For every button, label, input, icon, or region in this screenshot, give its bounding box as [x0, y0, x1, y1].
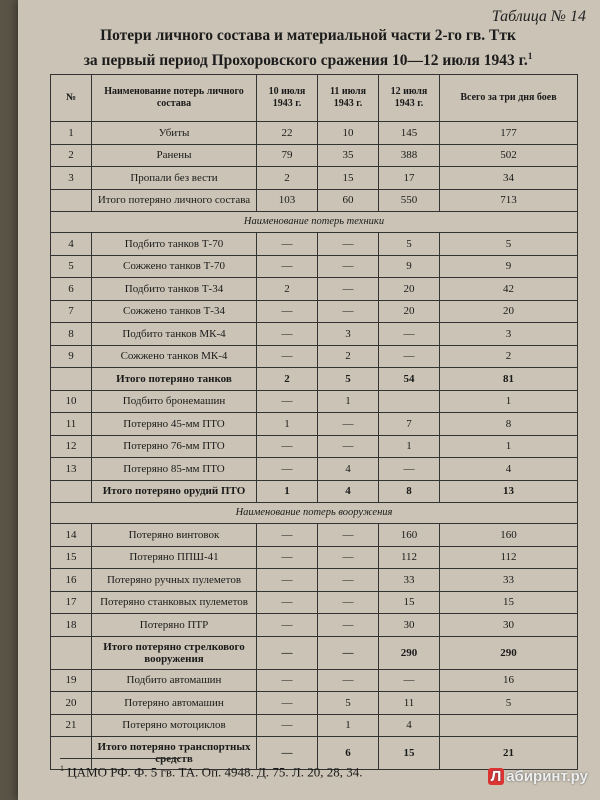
cell-c2: 3 — [318, 323, 379, 346]
cell-c3 — [379, 390, 440, 413]
cell-name: Потеряно мотоциклов — [92, 714, 257, 737]
cell-c2: 60 — [318, 189, 379, 212]
cell-c3: 290 — [379, 636, 440, 669]
cell-name: Подбито бронемашин — [92, 390, 257, 413]
cell-c2: 10 — [318, 122, 379, 145]
table-row — [51, 300, 578, 323]
cell-num — [51, 189, 92, 212]
table-row — [51, 692, 578, 715]
cell-name: Потеряно ППШ-41 — [92, 546, 257, 569]
table-row — [51, 546, 578, 569]
footnote: $^1$ ЦАМО РФ. Ф. 5 гв. ТА. Оп. 4948. Д. 75. Л. 20, 28, 34. — [60, 764, 363, 780]
cell-total: 160 — [440, 524, 578, 547]
cell-c3: 388 — [379, 144, 440, 167]
cell-c2: 35 — [318, 144, 379, 167]
cell-total: 1 — [440, 390, 578, 413]
cell-total: 13 — [440, 480, 578, 503]
table-row — [51, 569, 578, 592]
table-row — [51, 458, 578, 481]
cell-c3: 20 — [379, 300, 440, 323]
cell-num: 19 — [51, 669, 92, 692]
cell-name: Потеряно ручных пулеметов — [92, 569, 257, 592]
cell-c1: — — [257, 546, 318, 569]
cell-c1: 79 — [257, 144, 318, 167]
cell-c1: 1 — [257, 480, 318, 503]
header-name: Наименование потерь личного состава — [92, 75, 257, 122]
cell-c1: — — [257, 255, 318, 278]
cell-c2: — — [318, 524, 379, 547]
header-row — [51, 75, 578, 122]
cell-total: 15 — [440, 591, 578, 614]
cell-num: 21 — [51, 714, 92, 737]
cell-c2: 4 — [318, 458, 379, 481]
cell-num: 3 — [51, 167, 92, 190]
cell-c3: 54 — [379, 368, 440, 391]
cell-num: 20 — [51, 692, 92, 715]
cell-c1: 22 — [257, 122, 318, 145]
cell-total: 502 — [440, 144, 578, 167]
table-row — [51, 122, 578, 145]
cell-num: 17 — [51, 591, 92, 614]
cell-num: 18 — [51, 614, 92, 637]
table-row — [51, 189, 578, 212]
cell-name: Потеряно винтовок — [92, 524, 257, 547]
cell-c1: — — [257, 524, 318, 547]
cell-name: Сожжено танков Т-70 — [92, 255, 257, 278]
cell-name: Итого потеряно транспортных средств — [92, 737, 257, 770]
cell-c3: 550 — [379, 189, 440, 212]
cell-total: 21 — [440, 737, 578, 770]
cell-c3: 17 — [379, 167, 440, 190]
section-row — [51, 503, 578, 524]
cell-total: 713 — [440, 189, 578, 212]
table-row — [51, 390, 578, 413]
cell-name: Подбито танков Т-70 — [92, 233, 257, 256]
cell-name: Подбито танков Т-34 — [92, 278, 257, 301]
cell-total: 3 — [440, 323, 578, 346]
labirint-logo: Л абиринт.ру — [488, 768, 588, 785]
cell-total: 42 — [440, 278, 578, 301]
cell-total: 34 — [440, 167, 578, 190]
cell-name: Убиты — [92, 122, 257, 145]
table-row — [51, 167, 578, 190]
cell-total: 290 — [440, 636, 578, 669]
cell-c1: — — [257, 614, 318, 637]
cell-total: 5 — [440, 692, 578, 715]
cell-name: Потеряно ПТР — [92, 614, 257, 637]
table-row — [51, 278, 578, 301]
table-row — [51, 636, 578, 669]
header-day2: 11 июля 1943 г. — [318, 75, 379, 122]
cell-c3: 11 — [379, 692, 440, 715]
cell-total: 30 — [440, 614, 578, 637]
cell-c1: — — [257, 636, 318, 669]
cell-c2: — — [318, 669, 379, 692]
cell-num: 9 — [51, 345, 92, 368]
cell-c3: 15 — [379, 737, 440, 770]
title-line-1: Потери личного состава и материальной части 2-го гв. Ттк — [100, 27, 516, 44]
header-total: Всего за три дня боев — [440, 75, 578, 122]
cell-c2: — — [318, 636, 379, 669]
cell-c2: 5 — [318, 368, 379, 391]
cell-name: Итого потеряно стрелкового вооружения — [92, 636, 257, 669]
cell-num: 8 — [51, 323, 92, 346]
table-row — [51, 669, 578, 692]
cell-c1: — — [257, 345, 318, 368]
cell-total: 4 — [440, 458, 578, 481]
cell-num: 12 — [51, 435, 92, 458]
cell-c1: — — [257, 591, 318, 614]
cell-num: 15 — [51, 546, 92, 569]
cell-name: Итого потеряно танков — [92, 368, 257, 391]
cell-name: Потеряно автомашин — [92, 692, 257, 715]
cell-num: 11 — [51, 413, 92, 436]
cell-c3: 4 — [379, 714, 440, 737]
cell-c2: — — [318, 300, 379, 323]
cell-c3: — — [379, 458, 440, 481]
cell-c1: — — [257, 458, 318, 481]
cell-num: 13 — [51, 458, 92, 481]
cell-c1: — — [257, 435, 318, 458]
cell-c3: 20 — [379, 278, 440, 301]
cell-c1: — — [257, 390, 318, 413]
cell-c3: — — [379, 323, 440, 346]
cell-c3: 15 — [379, 591, 440, 614]
cell-name: Итого потеряно личного состава — [92, 189, 257, 212]
cell-c2: — — [318, 569, 379, 592]
cell-c3: 8 — [379, 480, 440, 503]
table-row — [51, 413, 578, 436]
table-row — [51, 323, 578, 346]
cell-total: 1 — [440, 435, 578, 458]
cell-c2: — — [318, 614, 379, 637]
table-row — [51, 255, 578, 278]
cell-c3: 9 — [379, 255, 440, 278]
cell-c2: 6 — [318, 737, 379, 770]
cell-c1: 2 — [257, 278, 318, 301]
cell-num: 14 — [51, 524, 92, 547]
cell-num: 1 — [51, 122, 92, 145]
table-body — [51, 122, 578, 770]
section-heading: Наименование потерь вооружения — [51, 503, 578, 524]
section-heading: Наименование потерь техники — [51, 212, 578, 233]
cell-total: 33 — [440, 569, 578, 592]
cell-c1: 103 — [257, 189, 318, 212]
table-number: Таблица № 14 — [491, 8, 586, 25]
cell-c1: 1 — [257, 413, 318, 436]
cell-total: 16 — [440, 669, 578, 692]
table-row — [51, 233, 578, 256]
cell-c1: — — [257, 300, 318, 323]
cell-c3: 33 — [379, 569, 440, 592]
cell-total: 112 — [440, 546, 578, 569]
cell-c2: 15 — [318, 167, 379, 190]
cell-c3: — — [379, 669, 440, 692]
cell-name: Сожжено танков МК-4 — [92, 345, 257, 368]
table-title — [38, 26, 578, 71]
cell-num — [51, 368, 92, 391]
cell-c2: — — [318, 233, 379, 256]
cell-name: Ранены — [92, 144, 257, 167]
cell-num: 2 — [51, 144, 92, 167]
cell-total: 177 — [440, 122, 578, 145]
book-page — [18, 0, 600, 800]
cell-total: 9 — [440, 255, 578, 278]
title-line-2: за первый период Прохоровского сражения 10—12 июля 1943 г.$^1$ — [83, 51, 533, 70]
losses-table — [50, 74, 578, 770]
cell-num: 6 — [51, 278, 92, 301]
cell-num: 7 — [51, 300, 92, 323]
cell-c2: — — [318, 255, 379, 278]
table-row — [51, 591, 578, 614]
cell-c2: 4 — [318, 480, 379, 503]
cell-num: 16 — [51, 569, 92, 592]
table-row — [51, 614, 578, 637]
table-row — [51, 345, 578, 368]
cell-c3: 30 — [379, 614, 440, 637]
header-day1: 10 июля 1943 г. — [257, 75, 318, 122]
cell-c1: 2 — [257, 167, 318, 190]
cell-c1: — — [257, 714, 318, 737]
cell-c1: — — [257, 569, 318, 592]
cell-name: Потеряно 85-мм ПТО — [92, 458, 257, 481]
cell-name: Пропали без вести — [92, 167, 257, 190]
cell-name: Подбито танков МК-4 — [92, 323, 257, 346]
cell-c2: — — [318, 413, 379, 436]
cell-name: Потеряно станковых пулеметов — [92, 591, 257, 614]
cell-c3: — — [379, 345, 440, 368]
cell-num: 5 — [51, 255, 92, 278]
cell-total: 20 — [440, 300, 578, 323]
cell-c2: 5 — [318, 692, 379, 715]
table-row — [51, 714, 578, 737]
cell-c3: 145 — [379, 122, 440, 145]
cell-total: 5 — [440, 233, 578, 256]
cell-total: 8 — [440, 413, 578, 436]
cell-c1: — — [257, 323, 318, 346]
cell-c3: 7 — [379, 413, 440, 436]
cell-c2: — — [318, 278, 379, 301]
cell-c1: — — [257, 233, 318, 256]
cell-name: Сожжено танков Т-34 — [92, 300, 257, 323]
cell-total: 2 — [440, 345, 578, 368]
cell-c1: — — [257, 737, 318, 770]
cell-c3: 1 — [379, 435, 440, 458]
cell-total — [440, 714, 578, 737]
header-day3: 12 июля 1943 г. — [379, 75, 440, 122]
cell-name: Потеряно 76-мм ПТО — [92, 435, 257, 458]
table-row — [51, 524, 578, 547]
cell-num: 10 — [51, 390, 92, 413]
cell-c3: 112 — [379, 546, 440, 569]
cell-c1: — — [257, 692, 318, 715]
cell-name: Итого потеряно орудий ПТО — [92, 480, 257, 503]
cell-c2: 2 — [318, 345, 379, 368]
header-num: № — [51, 75, 92, 122]
cell-c2: — — [318, 546, 379, 569]
cell-c2: 1 — [318, 390, 379, 413]
cell-c3: 5 — [379, 233, 440, 256]
cell-total: 81 — [440, 368, 578, 391]
cell-num — [51, 480, 92, 503]
cell-c1: — — [257, 669, 318, 692]
table-row — [51, 368, 578, 391]
cell-c2: — — [318, 591, 379, 614]
title-footnote-mark: 1 — [527, 51, 533, 61]
section-row — [51, 212, 578, 233]
cell-num — [51, 636, 92, 669]
cell-name: Подбито автомашин — [92, 669, 257, 692]
cell-num: 4 — [51, 233, 92, 256]
cell-c2: 1 — [318, 714, 379, 737]
table-row — [51, 144, 578, 167]
cell-c1: 2 — [257, 368, 318, 391]
table-row — [51, 435, 578, 458]
table-row — [51, 480, 578, 503]
cell-name: Потеряно 45-мм ПТО — [92, 413, 257, 436]
cell-c3: 160 — [379, 524, 440, 547]
footnote-rule — [60, 758, 180, 759]
cell-c2: — — [318, 435, 379, 458]
